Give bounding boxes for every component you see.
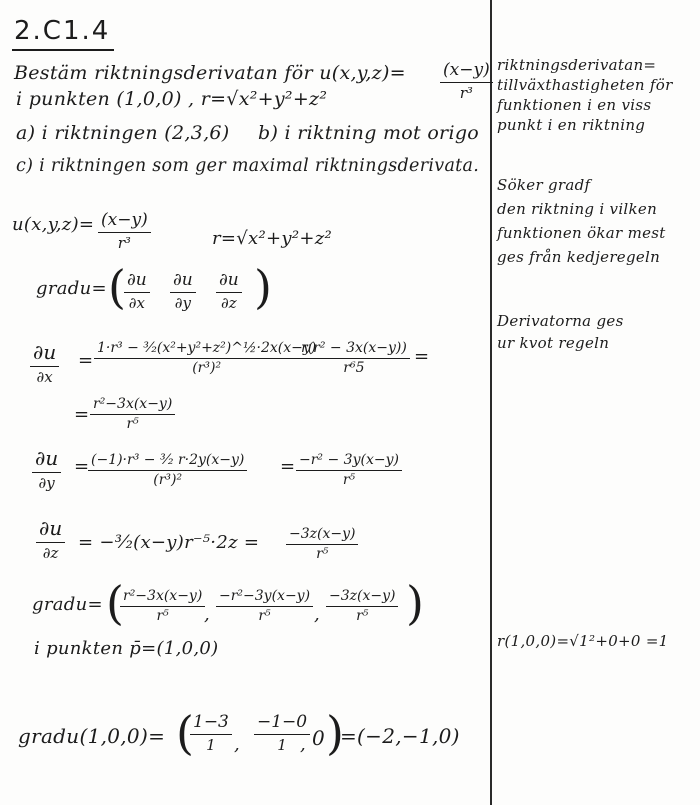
grad-partial-z: [216, 270, 242, 312]
dudx-step-2-num: r(r² − 3x(x−y)): [298, 340, 410, 359]
grad-full-close-paren: ): [406, 576, 424, 630]
grad-partial-z-num: ∂u: [216, 270, 242, 293]
grad-full-component-3: [326, 588, 398, 624]
final-comma-2: ,: [300, 734, 307, 755]
grad-full-c1-num: r²−3x(x−y): [120, 588, 205, 607]
grad-partial-y-num: ∂u: [170, 270, 196, 293]
dudx-step-2-den: r⁶5: [343, 360, 365, 376]
dudz-result-num: −3z(x−y): [286, 526, 358, 545]
u-def-numerator: (x−y): [98, 210, 151, 233]
problem-number: 2.C1.4: [14, 16, 111, 46]
side-note-1-line-4: punkt i en riktning: [497, 116, 646, 134]
side-note-1-line-2: tillväxthastigheten för: [497, 76, 673, 94]
grad-close-paren: ): [254, 260, 272, 314]
problem-u-fraction: [440, 60, 493, 102]
final-comma-1: ,: [234, 734, 241, 755]
grad-full-c1-den: r⁵: [156, 608, 169, 624]
u-definition-lhs: u(x,y,z)=: [12, 214, 95, 235]
final-component-1: [190, 712, 232, 754]
final-lhs: gradu(1,0,0)=: [18, 724, 166, 748]
margin-divider-line: [490, 0, 492, 805]
grad-full-c3-num: −3z(x−y): [326, 588, 398, 607]
dudy-result-den: r⁵: [342, 472, 356, 488]
grad-full-component-2: [216, 588, 313, 624]
dudx-result-equals: =: [74, 404, 90, 425]
dudx-lhs-num: ∂u: [30, 340, 59, 367]
dudx-step-1-den: (r³)²: [192, 360, 222, 376]
dudx-result: [90, 396, 175, 432]
dudx-lhs: [30, 340, 59, 386]
side-note-1-line-3: funktionen i en viss: [497, 96, 652, 114]
side-note-3-line-2: ur kvot regeln: [497, 334, 610, 352]
u-def-denominator: r³: [117, 234, 131, 252]
side-note-2-line-3: funktionen ökar mest: [497, 224, 666, 242]
dudx-lhs-den: ∂x: [36, 368, 53, 386]
dudz-middle: = −³⁄₂(x−y)r⁻⁵·2z =: [78, 532, 260, 553]
dudx-step-2-equals: =: [414, 346, 430, 367]
grad-full-component-1: [120, 588, 205, 624]
dudy-result-num: −r² − 3y(x−y): [296, 452, 402, 471]
problem-part-b: b) i riktning mot origo: [258, 122, 480, 144]
u-definition-fraction: [98, 210, 151, 252]
dudy-equals: =: [74, 456, 90, 477]
final-result: =(−2,−1,0): [340, 724, 460, 748]
grad-partial-x-num: ∂u: [124, 270, 150, 293]
dudy-step-1: [88, 452, 247, 488]
final-c1-num: 1−3: [190, 712, 232, 735]
grad-partial-y-den: ∂y: [174, 294, 191, 312]
side-note-1-line-1: riktningsderivatan=: [497, 56, 657, 74]
dudx-step-1-num: 1·r³ − ³⁄₂(x²+y²+z²)^½·2x(x−y): [94, 340, 319, 359]
final-close-paren: ): [326, 706, 344, 760]
final-c2-num: −1−0: [254, 712, 310, 735]
grad-partial-x-den: ∂x: [128, 294, 145, 312]
dudz-lhs: [36, 516, 65, 562]
final-open-paren: (: [176, 706, 194, 760]
grad-full-c3-den: r⁵: [356, 608, 369, 624]
point-statement: i punkten p̄=(1,0,0): [34, 638, 219, 659]
grad-full-c2-den: r⁵: [258, 608, 271, 624]
grad-partial-z-den: ∂z: [221, 294, 237, 312]
grad-full-c2-num: −r²−3y(x−y): [216, 588, 313, 607]
problem-line-1: Bestäm riktningsderivatan för u(x,y,z)=: [14, 62, 406, 84]
problem-u-denominator: r³: [459, 84, 473, 102]
grad-partial-y: [170, 270, 196, 312]
final-c1-den: 1: [206, 736, 216, 754]
dudy-lhs: [32, 446, 61, 492]
side-note-2-line-2: den riktning i vilken: [497, 200, 658, 218]
grad-full-open-paren: (: [106, 576, 124, 630]
dudz-result: [286, 526, 358, 562]
grad-open-paren: (: [108, 260, 126, 314]
dudx-step-1: [94, 340, 319, 376]
grad-definition-lhs: gradu=: [36, 278, 107, 299]
side-note-2-line-4: ges från kedjeregeln: [497, 248, 661, 266]
dudz-lhs-den: ∂z: [42, 544, 59, 562]
dudy-result: [296, 452, 402, 488]
problem-part-c: c) i riktningen som ger maximal riktningsderivata.: [16, 156, 480, 176]
dudy-lhs-den: ∂y: [38, 474, 55, 492]
title-underline: [12, 49, 114, 51]
grad-partial-x: [124, 270, 150, 312]
dudx-equals: =: [78, 350, 94, 371]
grad-full-comma-1: ,: [204, 604, 211, 625]
side-note-r-at-point: r(1,0,0)=√1²+0+0 =1: [497, 632, 669, 650]
dudy-lhs-num: ∂u: [32, 446, 61, 473]
problem-part-a: a) i riktningen (2,3,6): [16, 122, 230, 144]
problem-u-numerator: (x−y): [440, 60, 493, 83]
dudx-result-den: r⁵: [126, 416, 139, 432]
side-note-2-line-1: Söker gradf: [497, 176, 591, 194]
r-definition: r=√x²+y²+z²: [212, 228, 333, 249]
grad-full-comma-2: ,: [314, 604, 321, 625]
side-note-3-line-1: Derivatorna ges: [497, 312, 624, 330]
dudy-step-1-num: (−1)·r³ − ³⁄₂ r·2y(x−y): [88, 452, 247, 471]
dudx-step-2: [298, 340, 410, 376]
final-component-3: 0: [312, 726, 326, 750]
dudy-step-1-den: (r³)²: [153, 472, 183, 488]
dudz-lhs-num: ∂u: [36, 516, 65, 543]
dudz-result-den: r⁵: [316, 546, 329, 562]
dudx-result-num: r²−3x(x−y): [90, 396, 175, 415]
problem-line-2: i punkten (1,0,0) , r=√x²+y²+z²: [16, 88, 328, 110]
dudy-result-equals: =: [280, 456, 296, 477]
final-c2-den: 1: [277, 736, 287, 754]
grad-full-lhs: gradu=: [32, 594, 103, 615]
